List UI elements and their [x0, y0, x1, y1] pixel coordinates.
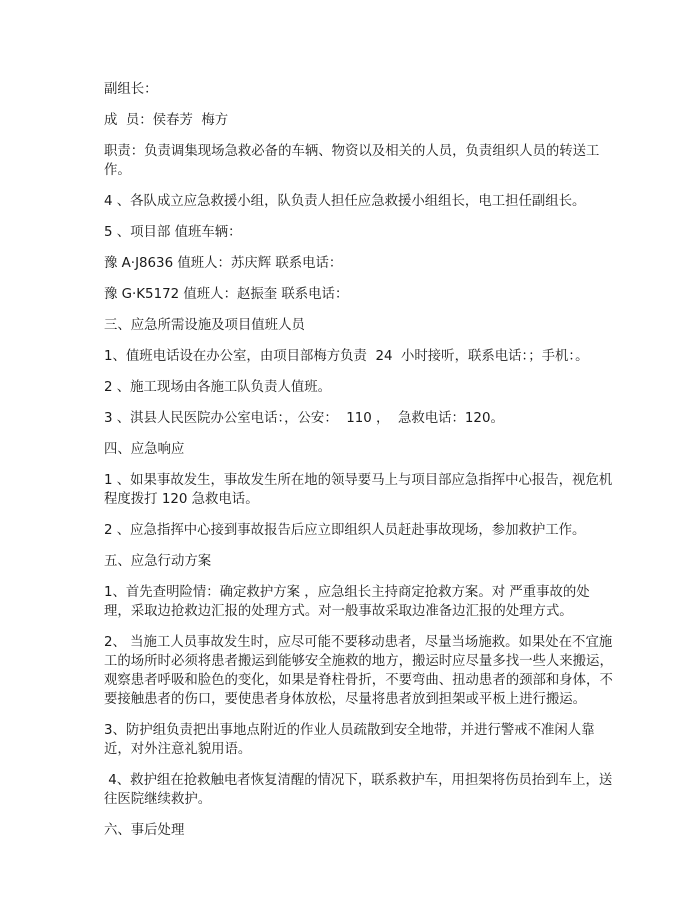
section-3-heading: 三、应急所需设施及项目值班人员: [104, 318, 305, 333]
duties-paragraph: 职责：负责调集现场急救必备的车辆、物资以及相关的人员，负责组织人员的转送工作。: [104, 144, 600, 178]
section-3-item-1: 1、值班电话设在办公室，由项目部梅方负责 24 小时接听，联系电话：；手机：。: [104, 349, 589, 364]
section-3-item-2: 2 、施工现场由各施工队负责人值班。: [104, 380, 332, 395]
section-6-heading: 六、事后处理: [104, 823, 185, 838]
document-body: [104, 80, 614, 852]
section-4-item-2: 2 、应急指挥中心接到事故报告后应立即组织人员赶赴事故现场，参加救护工作。: [104, 523, 586, 538]
section-5-item-1: 1、首先查明险情：确定救护方案 ，应急组长主持商定抢救方案。对 严重事故的处理，采取边抢救边汇报的处理方式。对一般事故采取边准备边汇报的处理方式。: [104, 585, 590, 619]
item-5-paragraph: 5 、项目部 值班车辆：: [104, 225, 242, 240]
section-5-item-3: 3、防护组负责把出事地点附近的作业人员疏散到安全地带，并进行警戒不准闲人靠近，对外注意礼貌用语。: [104, 723, 595, 757]
members-line: 成 员：侯春芳 梅方: [104, 113, 229, 128]
section-3-item-3: 3 、淇县人民医院办公室电话：，公安： 110 ， 急救电话：120。: [104, 411, 504, 426]
section-5-item-2: 2、 当施工人员事故发生时，应尽可能不要移动患者，尽量当场施救。如果处在不宜施工的场所时必须将患者搬运到能够安全施救的地方，搬运时应尽量多找一些人来搬运，观察患者呼吸和脸色的变化，如果是脊柱骨折，不要弯曲、扭动患者的颈部和身体，不要接触患者的伤口，要使患者身体放松，尽量将患者放到担架或平板上进行搬运。: [104, 635, 613, 707]
vehicle-1-line: 豫 A·J8636 值班人：苏庆辉 联系电话：: [104, 256, 343, 271]
section-5-heading: 五、应急行动方案: [104, 554, 212, 569]
section-5-item-4: 4、救护组在抢救触电者恢复清醒的情况下，联系救护车，用担架将伤员抬到车上，送往医院继续救护。: [104, 773, 613, 807]
vehicle-2-line: 豫 G·K5172 值班人：赵振奎 联系电话：: [104, 287, 349, 302]
section-4-item-1: 1 、如果事故发生，事故发生所在地的领导要马上与项目部应急指挥中心报告，视危机程度拨打 120 急救电话。: [104, 473, 613, 507]
deputy-leader-line: 副组长：: [104, 82, 158, 97]
section-4-heading: 四、应急响应: [104, 442, 185, 457]
item-4-paragraph: 4 、各队成立应急救援小组，队负责人担任应急救援小组组长，电工担任副组长。: [104, 194, 586, 209]
